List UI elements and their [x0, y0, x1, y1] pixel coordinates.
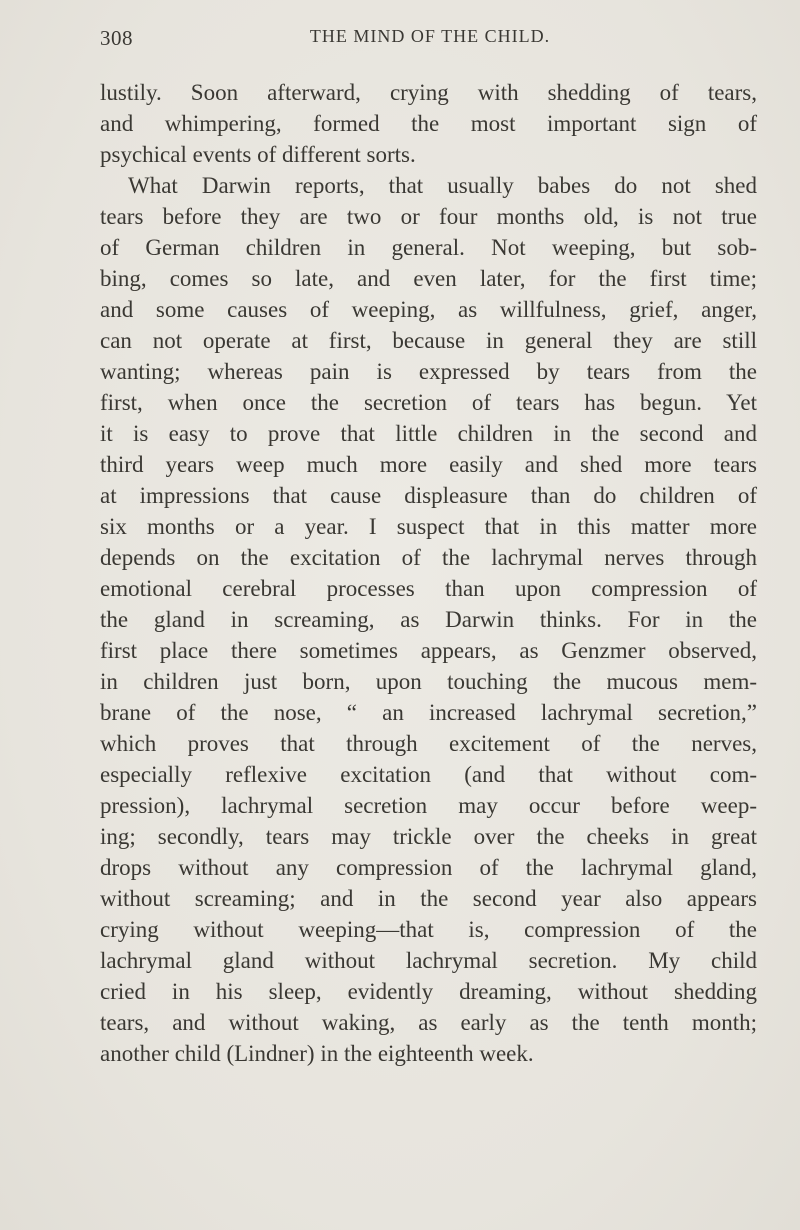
text-line: first, when once the secretion of tears has begun. Yet	[100, 390, 757, 415]
text-line: without screaming; and in the second year also appears	[100, 886, 757, 911]
text-line: psychical events of different sorts.	[100, 142, 416, 167]
text-line: brane of the nose, “ an increased lachrymal secretion,”	[100, 700, 757, 725]
running-title: THE MIND OF THE CHILD.	[309, 26, 551, 46]
text-line: especially reflexive excitation (and that without com-	[100, 762, 757, 787]
text-line: depends on the excitation of the lachrymal nerves through	[100, 545, 757, 570]
text-line: crying without weeping—that is, compression of the	[100, 917, 757, 942]
text-line: of German children in general. Not weeping, but sob-	[100, 235, 757, 260]
page-number: 308	[100, 26, 133, 50]
text-line: at impressions that cause displeasure than do children of	[100, 483, 757, 508]
text-line: tears, and without waking, as early as the tenth month;	[100, 1010, 757, 1035]
text-line: in children just born, upon touching the mucous mem-	[100, 669, 757, 694]
text-line: emotional cerebral processes than upon compression of	[100, 576, 757, 601]
text-line: and some causes of weeping, as willfulness, grief, anger,	[100, 297, 757, 322]
text-line: it is easy to prove that little children in the second and	[100, 421, 757, 446]
text-line: drops without any compression of the lachrymal gland,	[100, 855, 757, 880]
text-line: lustily. Soon afterward, crying with shedding of tears,	[100, 80, 757, 105]
text-line: can not operate at first, because in general they are still	[100, 328, 757, 353]
text-line: which proves that through excitement of the nerves,	[100, 731, 757, 756]
text-line: tears before they are two or four months old, is not true	[100, 204, 757, 229]
text-line: bing, comes so late, and even later, for the first time;	[100, 266, 757, 291]
text-line: What Darwin reports, that usually babes do not shed	[128, 173, 757, 198]
text-line: lachrymal gland without lachrymal secretion. My child	[100, 948, 757, 973]
text-line: ing; secondly, tears may trickle over the cheeks in great	[100, 824, 757, 849]
running-head	[100, 18, 760, 52]
text-line: first place there sometimes appears, as Genzmer observed,	[100, 638, 757, 663]
text-line: another child (Lindner) in the eighteenth week.	[100, 1041, 534, 1066]
text-line: and whimpering, formed the most important sign of	[100, 111, 757, 136]
body-text	[100, 77, 757, 1069]
text-line: the gland in screaming, as Darwin thinks. For in the	[100, 607, 757, 632]
text-line: pression), lachrymal secretion may occur before weep-	[100, 793, 757, 818]
text-line: third years weep much more easily and shed more tears	[100, 452, 757, 477]
text-line: cried in his sleep, evidently dreaming, without shedding	[100, 979, 757, 1004]
text-line: six months or a year. I suspect that in this matter more	[100, 514, 757, 539]
text-line: wanting; whereas pain is expressed by tears from the	[100, 359, 757, 384]
